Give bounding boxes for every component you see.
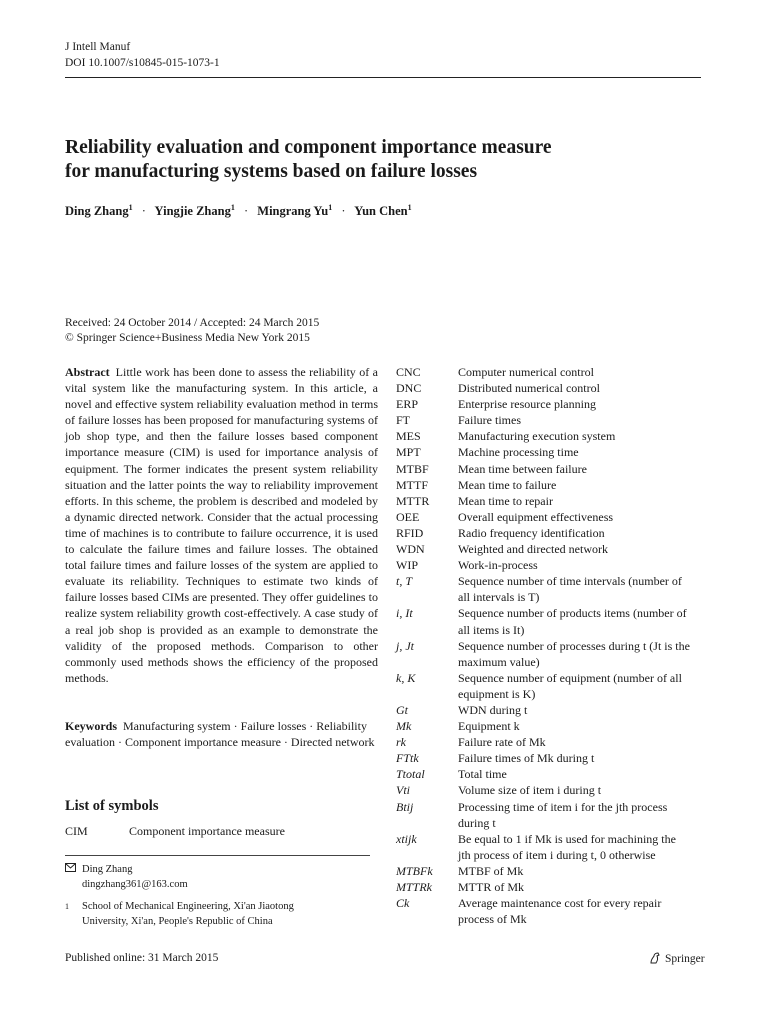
copyright: © Springer Science+Business Media New York 2015 (65, 331, 310, 344)
author-separator: · (341, 204, 346, 219)
symbol-row (396, 573, 708, 605)
symbol-desc-line: Weighted and directed network (458, 542, 608, 557)
symbol-desc-line: Failure times (458, 413, 521, 428)
symbol-key: j, Jt (396, 638, 414, 653)
symbol-desc (458, 428, 708, 444)
symbol-desc-line: Mean time to failure (458, 477, 557, 492)
symbol-desc-line: Sequence number of processes during t (Jt is the (458, 638, 690, 653)
symbol-desc-line: Machine processing time (458, 445, 579, 460)
symbol-row (396, 605, 708, 637)
corresponding-author (65, 862, 188, 892)
symbol-desc (458, 702, 708, 718)
symbol-desc (458, 895, 708, 927)
symbol-key: xtijk (396, 831, 417, 846)
symbol-key: MTTR (396, 493, 430, 508)
symbol-key: MTTRk (396, 880, 432, 894)
symbol-row (396, 718, 708, 734)
symbol-desc (458, 670, 708, 702)
symbol-desc-line: Failure times of Mk during t (458, 751, 595, 766)
symbol-row (396, 412, 708, 428)
abstract-text: Little work has been done to assess the reliability of a vital system like the manufacturing system. In this article, a novel and effective system reliability evaluation method in terms of failure losses has been proposed for manufacturing systems of job shop type, and then the failure losses based component importance measure (CIM) is used for importance analysis of equipment. The former indicates the present system reliability situation and the latter points the way to reliability improvement efforts. In this scheme, the problem is described and modeled by a dynamic directed network. Consider that the actual processing time of machines is to contribute to failure occurrence, it is used to calculate the failure times and failure losses. The obtained total failure times and failure losses of the system are applied to evaluate its reliability. Techniques to estimate two kinds of failure losses based CIMs are presented. They offer guidelines to realize system reliability growth cost-effectively. A case study of a real job shop is provided as an example to demonstrate the validity of the proposed methods. Comparison to other commonly used methods shows the efficiency of the proposed methods. (65, 365, 378, 685)
symbol-key: WIP (396, 558, 418, 573)
symbol-desc-line: all items is It) (458, 622, 525, 637)
symbol-desc-line: Equipment k (458, 719, 520, 734)
symbol-desc-line: equipment is K) (458, 686, 536, 701)
symbol-key: Gt (396, 702, 408, 717)
symbol-key: MPT (396, 445, 421, 460)
symbol-row (396, 782, 708, 798)
symbol-row (396, 509, 708, 525)
symbol-desc-line: Processing time of item i for the jth process (458, 799, 668, 814)
symbol-key: ERP (396, 397, 419, 412)
symbol-desc (458, 605, 708, 637)
symbol-desc: Component importance measure (129, 824, 285, 838)
symbol-row (396, 670, 708, 702)
symbol-key: Ck (396, 896, 410, 911)
symbol-desc-line: Volume size of item i during t (458, 783, 602, 798)
symbol-key: k, K (396, 670, 416, 685)
keywords-label: Keywords (65, 719, 117, 733)
symbol-desc (458, 461, 708, 477)
symbol-key: Ttotal (396, 767, 425, 782)
symbol-desc (458, 782, 708, 798)
symbol-desc-line: Sequence number of products items (number of (458, 606, 687, 621)
symbol-key: MTBFk (396, 863, 433, 878)
envelope-icon (65, 862, 82, 877)
symbol-desc (458, 493, 708, 509)
received-accepted: Received: 24 October 2014 / Accepted: 24 March 2015 (65, 317, 320, 329)
keywords (65, 718, 378, 750)
symbol-row (396, 863, 708, 879)
symbol-row (65, 824, 285, 839)
symbol-desc-line: process of Mk (458, 912, 527, 927)
symbol-row (396, 638, 708, 670)
symbol-desc-line: Work-in-process (458, 558, 538, 573)
article-dates (65, 316, 319, 345)
symbol-key: MES (396, 429, 421, 444)
running-header (65, 39, 220, 71)
symbol-desc-line: all intervals is T) (458, 590, 540, 605)
symbol-desc (458, 573, 708, 605)
symbol-desc-line: Be equal to 1 if Mk is used for machining the (458, 831, 676, 846)
author-name: Yingjie Zhang (154, 204, 231, 219)
symbol-key: RFID (396, 525, 424, 540)
affiliation: 1 School of Mechanical Engineering, Xi'an Jiaotong University, Xi'an, People's Republic of China (65, 901, 294, 927)
symbol-row (396, 766, 708, 782)
symbol-desc-line: Mean time between failure (458, 461, 587, 476)
symbol-row (396, 364, 708, 380)
symbol-desc (458, 750, 708, 766)
symbol-key: MTTF (396, 477, 429, 492)
symbol-desc-line: Distributed numerical control (458, 381, 600, 396)
author-name: Yun Chen (354, 204, 408, 219)
symbol-key: WDN (396, 542, 425, 557)
symbol-desc-line: WDN during t (458, 702, 528, 717)
symbol-desc-line: Mean time to repair (458, 493, 553, 508)
symbol-desc (458, 541, 708, 557)
symbol-desc (458, 879, 708, 895)
list-of-symbols-title: List of symbols (65, 798, 159, 814)
footnote-rule (65, 855, 370, 856)
symbol-key: FTtk (396, 751, 419, 766)
symbol-key: Vti (396, 783, 410, 798)
author-name: Mingrang Yu (257, 204, 329, 219)
symbol-desc (458, 863, 708, 879)
symbol-desc (458, 380, 708, 396)
abstract (65, 364, 378, 686)
symbol-row (396, 702, 708, 718)
header-rule (65, 77, 701, 78)
symbol-desc-line: Radio frequency identification (458, 525, 605, 540)
symbol-row (396, 557, 708, 573)
symbol-row (396, 461, 708, 477)
symbol-row (396, 493, 708, 509)
symbol-key: FT (396, 413, 411, 428)
publisher-name: Springer (665, 953, 705, 965)
symbol-desc (458, 509, 708, 525)
symbol-desc-line: maximum value) (458, 654, 540, 669)
author-list: Ding Zhang$^1$ · Yingjie Zhang$^1$ · Mingrang Yu$^1$ · Yun Chen$^1$ (65, 203, 412, 219)
email-link[interactable]: dingzhang361@163.com (82, 879, 188, 890)
symbol-row (396, 380, 708, 396)
symbol-desc (458, 444, 708, 460)
symbol-desc-line: MTTR of Mk (458, 880, 524, 894)
symbol-desc-line: Enterprise resource planning (458, 397, 596, 412)
symbol-row (396, 799, 708, 831)
springer-horse-icon (648, 951, 662, 965)
symbol-row (396, 396, 708, 412)
publisher-logo (648, 951, 705, 965)
symbol-key: CIM (65, 824, 88, 838)
symbol-row (396, 444, 708, 460)
symbol-desc-line: Average maintenance cost for every repair (458, 896, 662, 911)
symbol-desc (458, 364, 708, 380)
symbol-key: Btij (396, 799, 414, 814)
symbol-desc-line: MTBF of Mk (458, 863, 524, 878)
symbol-row (396, 895, 708, 927)
symbol-key: OEE (396, 509, 420, 524)
symbol-row (396, 428, 708, 444)
symbol-desc-line: Total time (458, 767, 507, 782)
journal-name: J Intell Manuf (65, 41, 131, 53)
keywords-text: Manufacturing system · Failure losses · Reliability evaluation · Component importance measure · Directed network (65, 719, 375, 749)
symbol-desc (458, 734, 708, 750)
affiliation-mark: 1 (65, 902, 69, 911)
symbol-desc (458, 412, 708, 428)
paper-title: Reliability evaluation and component importance measure for manufacturing systems based on failure losses (65, 137, 552, 182)
symbol-key: Mk (396, 719, 412, 734)
symbol-row (396, 831, 708, 863)
symbol-desc (458, 557, 708, 573)
symbol-row (396, 750, 708, 766)
symbol-key: MTBF (396, 461, 429, 476)
symbol-desc-line: jth process of item i during t, 0 otherwise (458, 847, 656, 862)
symbol-desc (458, 718, 708, 734)
symbol-key: rk (396, 735, 406, 750)
symbol-row (396, 734, 708, 750)
symbol-row (396, 879, 708, 895)
symbol-row (396, 541, 708, 557)
symbol-key: i, It (396, 606, 413, 621)
symbol-desc-line: during t (458, 815, 496, 830)
symbol-desc-line: Computer numerical control (458, 365, 594, 379)
symbol-desc-line: Failure rate of Mk (458, 735, 546, 750)
symbol-desc (458, 525, 708, 541)
symbol-desc-line: Manufacturing execution system (458, 429, 616, 444)
symbol-desc (458, 766, 708, 782)
symbol-desc-line: Sequence number of time intervals (number of (458, 574, 682, 589)
corresponding-name: Ding Zhang (82, 864, 133, 875)
symbol-desc (458, 477, 708, 493)
symbol-row (396, 477, 708, 493)
author-separator: · (141, 204, 146, 219)
symbol-table (396, 364, 708, 927)
abstract-label: Abstract (65, 365, 110, 379)
symbol-desc-line: Sequence number of equipment (number of all (458, 670, 682, 685)
author-name: Ding Zhang (65, 204, 129, 219)
symbol-row (396, 525, 708, 541)
symbol-desc-line: Overall equipment effectiveness (458, 509, 614, 524)
author-separator: · (243, 204, 249, 219)
symbol-key: DNC (396, 381, 422, 396)
symbol-desc (458, 831, 708, 863)
symbol-desc (458, 638, 708, 670)
symbol-key: CNC (396, 365, 421, 379)
symbol-key: t, T (396, 574, 413, 589)
symbol-desc (458, 396, 708, 412)
symbol-desc (458, 799, 708, 831)
doi: DOI 10.1007/s10845-015-1073-1 (65, 57, 220, 69)
published-online: Published online: 31 March 2015 (65, 952, 219, 964)
